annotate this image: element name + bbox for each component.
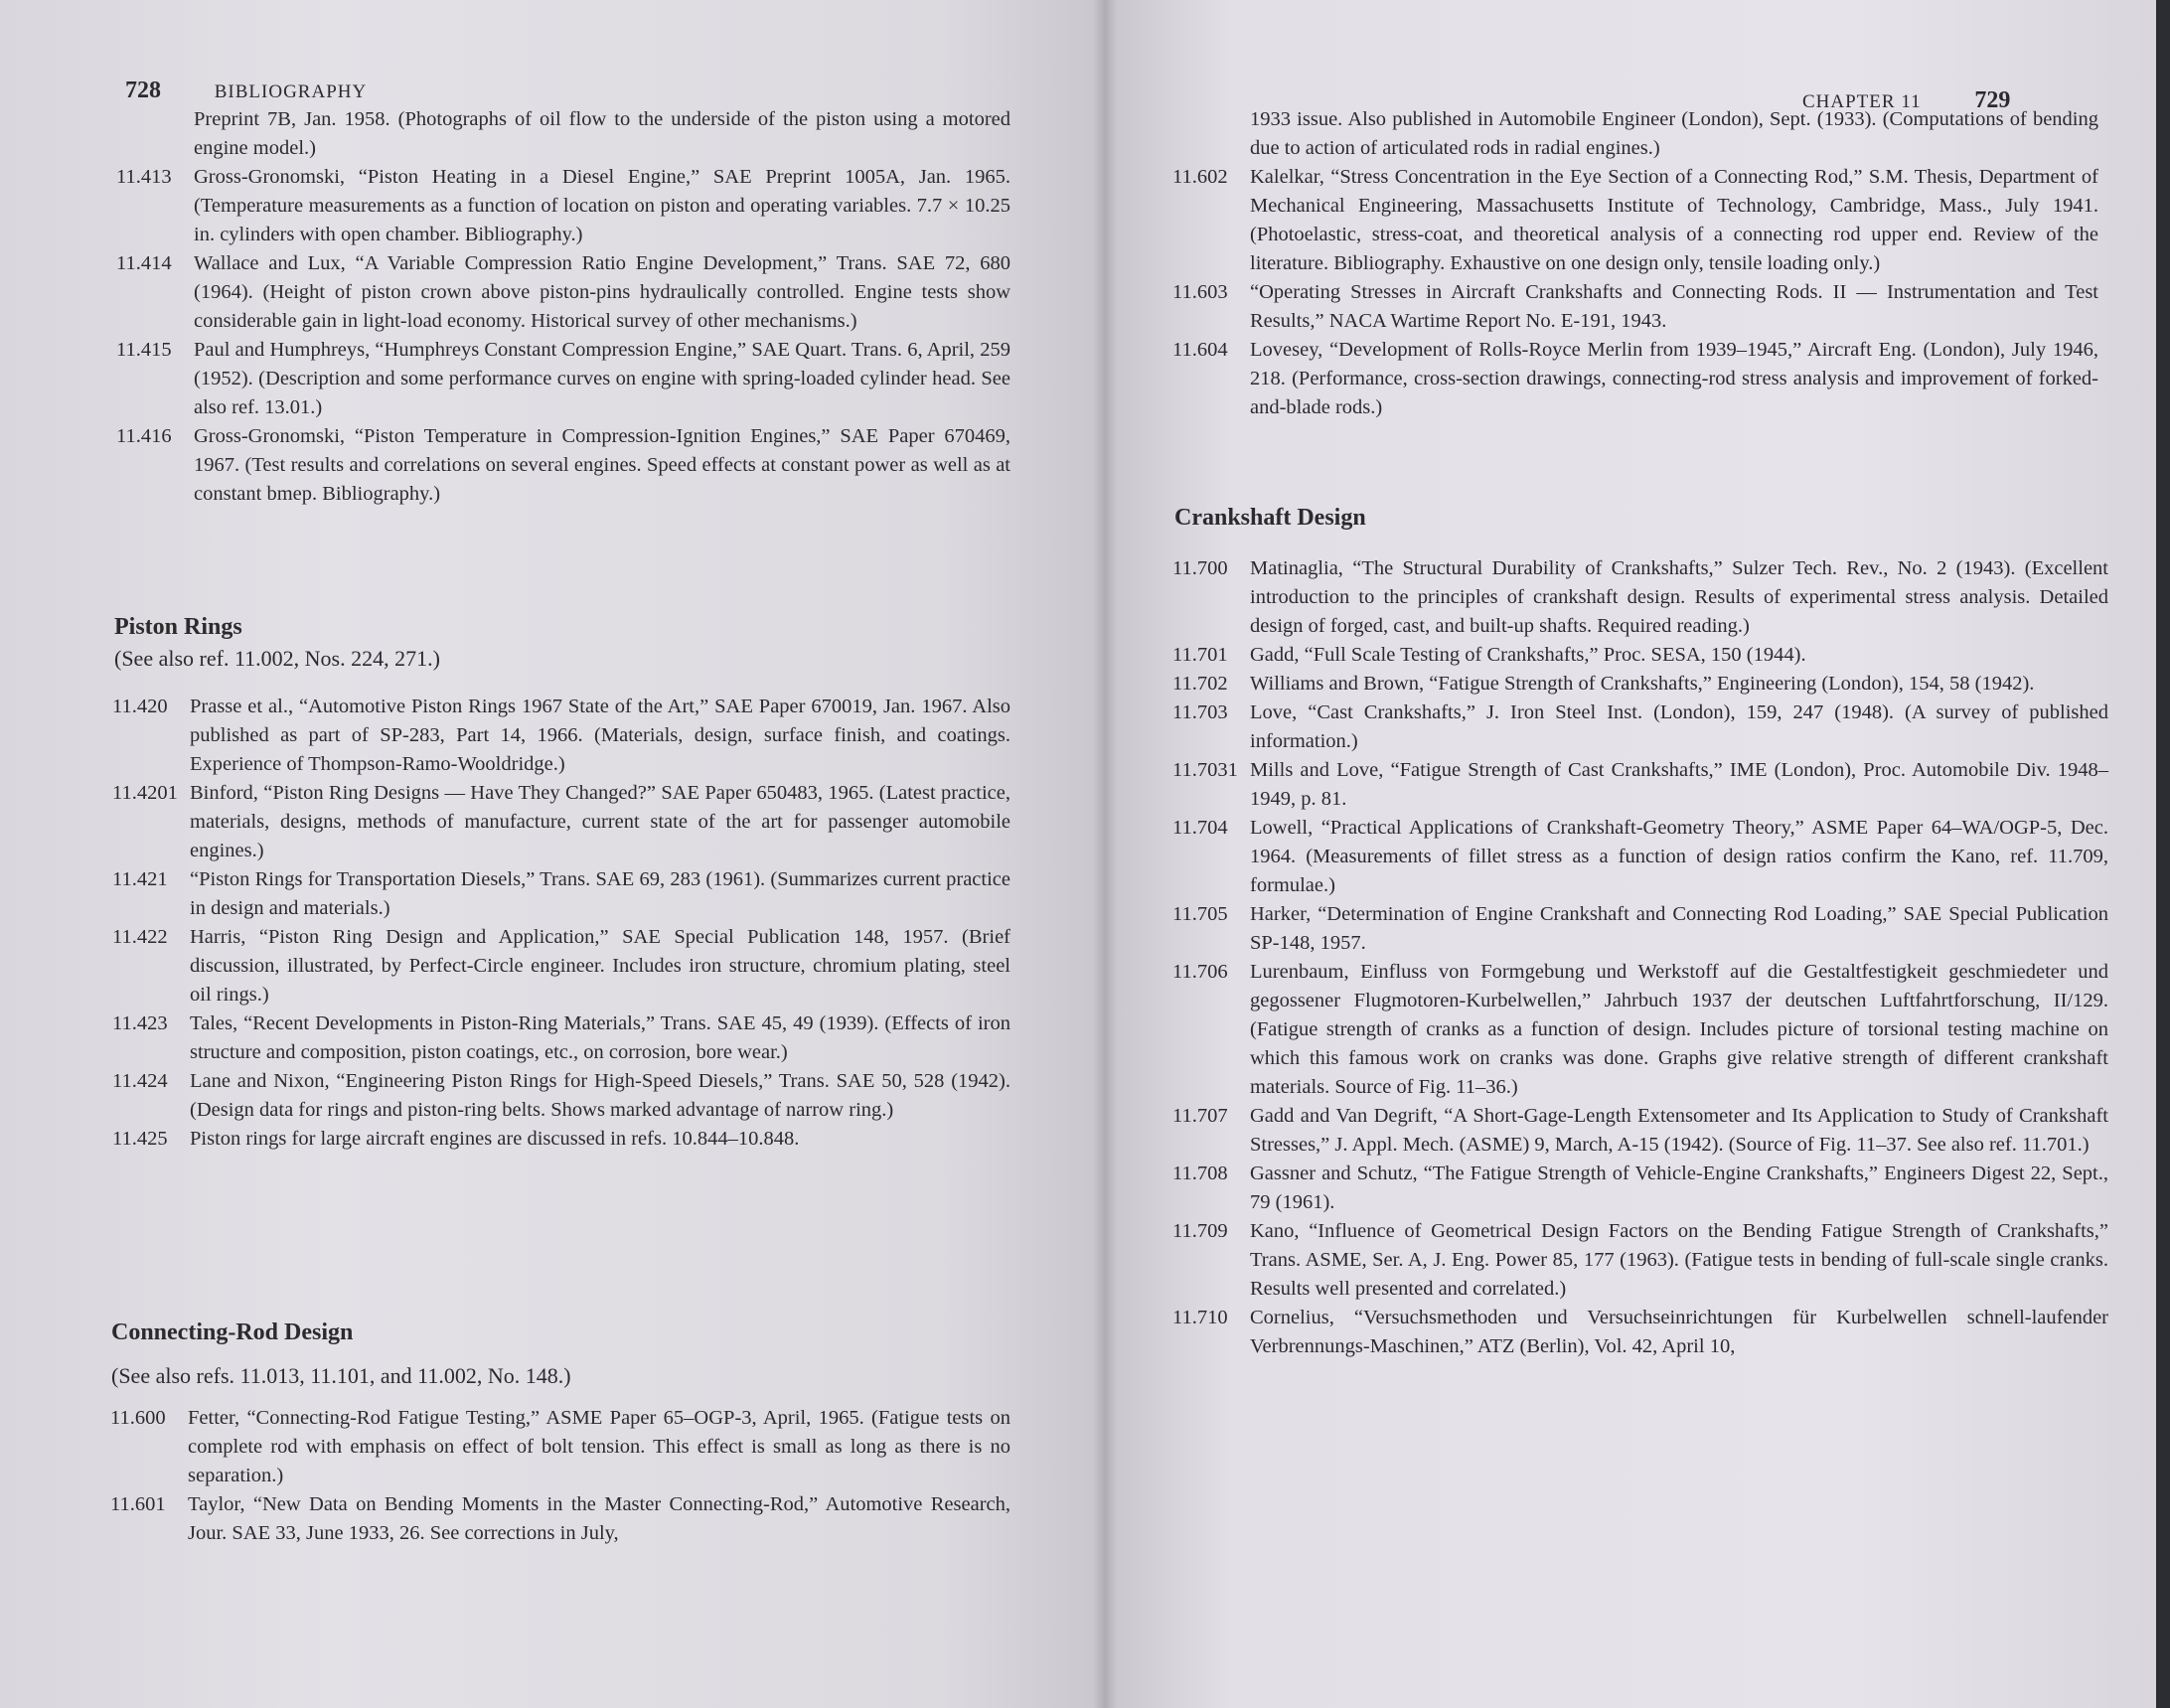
entry-number: 11.420 xyxy=(112,696,168,717)
bibliography-entry xyxy=(116,249,1010,336)
entry-number: 11.415 xyxy=(116,339,172,361)
bibliography-entry xyxy=(112,923,1010,1009)
bibliography-entry xyxy=(1172,163,2098,278)
section-heading-connecting-rod: Connecting-Rod Design xyxy=(111,1320,354,1345)
entry-number: 11.414 xyxy=(116,252,172,274)
bibliography-entry xyxy=(1172,670,2108,699)
bibliography-entry xyxy=(1172,1102,2108,1160)
entry-list xyxy=(112,693,1010,1154)
entry-number: 11.703 xyxy=(1172,701,1228,723)
entry-text: Fetter, “Connecting-Rod Fatigue Testing,” ASME Paper 65–OGP-3, April, 1965. (Fatigue tests on complete rod with emphasis on effect of bolt tension. This effect is small as long as there is no separation.) xyxy=(188,1407,1010,1486)
entry-number: 11.702 xyxy=(1172,673,1228,695)
entry-text: Kalelkar, “Stress Concentration in the Eye Section of a Connecting Rod,” S.M. Thesis, Department of Mechanical Engineering, Massachusetts Institute of Technology, Cambridge, Mass., July 1941. (Photoelastic, stress-coat, and theoretical analysis of a connecting rod upper end. Review of the literature. Bibliography. Exhaustive on one design only, tensile loading only.) xyxy=(1250,166,2098,274)
entry-text: Lovesey, “Development of Rolls-Royce Merlin from 1939–1945,” Aircraft Eng. (London), July 1946, 218. (Performance, cross-section drawings, connecting-rod stress analysis and improvement of forked-and-blade rods.) xyxy=(1250,339,2098,418)
entry-number: 11.602 xyxy=(1172,166,1228,188)
entry-text: Gadd, “Full Scale Testing of Crankshafts,” Proc. SESA, 150 (1944). xyxy=(1250,644,1806,666)
background-edge xyxy=(2156,0,2170,1708)
entry-text: Paul and Humphreys, “Humphreys Constant Compression Engine,” SAE Quart. Trans. 6, April, 259 (1952). (Description and some performance curves on engine with spring-loaded cylinder head. See also ref. 13.01.) xyxy=(194,339,1010,418)
entry-text: Piston rings for large aircraft engines are discussed in refs. 10.844–10.848. xyxy=(190,1128,800,1150)
connecting-rod-entries xyxy=(110,1404,1010,1548)
entry-text: Matinaglia, “The Structural Durability of Crankshafts,” Sulzer Tech. Rev., No. 2 (1943). (Excellent introduction to the principles of crankshaft design. Results of experimental stress analysis. Detailed design of forged, cast, and built-up shafts. Required reading.) xyxy=(1250,557,2108,637)
entry-text: Taylor, “New Data on Bending Moments in the Master Connecting-Rod,” Automotive Research, Jour. SAE 33, June 1933, 26. See corrections in July, xyxy=(188,1493,1010,1544)
entry-text: “Piston Rings for Transportation Diesels,” Trans. SAE 69, 283 (1961). (Summarizes current practice in design and materials.) xyxy=(190,868,1010,919)
bibliography-entry xyxy=(1172,1160,2108,1217)
entry-text: Mills and Love, “Fatigue Strength of Cast Crankshafts,” IME (London), Proc. Automobile Div. 1948–1949, p. 81. xyxy=(1250,759,2108,810)
entry-text: Lowell, “Practical Applications of Crankshaft-Geometry Theory,” ASME Paper 64–WA/OGP-5, Dec. 1964. (Measurements of fillet stress as a function of design ratios confirm the Kano, ref. 11.709, formulae.) xyxy=(1250,817,2108,896)
entry-text: Lurenbaum, Einfluss von Formgebung und Werkstoff auf die Gestaltfestigkeit geschmiedeter und gegossener Flugmotoren-Kurbelwellen,” Jahrbuch 1937 der deutschen Luftfahrtforschung, II/129. (Fatigue strength of cranks as a function of design. Includes picture of torsional testing machine on which this famous work on cranks was done. Graphs give relative strength of different crankshaft materials. Source of Fig. 11–36.) xyxy=(1250,961,2108,1098)
entry-number: 11.422 xyxy=(112,926,168,948)
section-note-piston-rings: (See also ref. 11.002, Nos. 224, 271.) xyxy=(114,646,440,671)
entry-number: 11.705 xyxy=(1172,903,1228,925)
entry-number: 11.416 xyxy=(116,425,172,447)
entry-number: 11.604 xyxy=(1172,339,1228,361)
entry-list xyxy=(1172,554,2108,1361)
section-note-connecting-rod: (See also refs. 11.013, 11.101, and 11.002, No. 148.) xyxy=(111,1363,571,1388)
page-number: 729 xyxy=(1974,87,2011,113)
left-top-block xyxy=(116,105,1010,509)
bibliography-entry xyxy=(112,1125,1010,1154)
bibliography-entry xyxy=(116,163,1010,249)
entry-list xyxy=(116,163,1010,509)
entry-number: 11.710 xyxy=(1172,1307,1228,1328)
continuation-text: Preprint 7B, Jan. 1958. (Photographs of oil flow to the underside of the piston using a motored engine model.) xyxy=(194,108,1010,159)
running-head: BIBLIOGRAPHY xyxy=(214,81,368,102)
entry-text: Cornelius, “Versuchsmethoden und Versuchseinrichtungen für Kurbelwellen schnell-laufender Verbrennungs-Maschinen,” ATZ (Berlin), Vol. 42, April 10, xyxy=(1250,1307,2108,1357)
page-number: 728 xyxy=(125,78,161,103)
bibliography-entry xyxy=(1172,900,2108,958)
bibliography-entry xyxy=(116,422,1010,509)
piston-rings-entries xyxy=(112,693,1010,1154)
entry-text: Harris, “Piston Ring Design and Application,” SAE Special Publication 148, 1957. (Brief discussion, illustrated, by Perfect-Circle engineer. Includes iron structure, chromium plating, steel oil rings.) xyxy=(190,926,1010,1006)
crankshaft-entries xyxy=(1172,554,2108,1361)
section-heading-crankshaft: Crankshaft Design xyxy=(1174,505,1366,531)
entry-text: “Operating Stresses in Aircraft Crankshafts and Connecting Rods. II — Instrumentation and Test Results,” NACA Wartime Report No. E-191, 1943. xyxy=(1250,281,2098,332)
entry-text: Gross-Gronomski, “Piston Heating in a Diesel Engine,” SAE Preprint 1005A, Jan. 1965. (Temperature measurements as a function of location on piston and operating variables. 7.7 × 10.25 in. cylinders with open chamber. Bibliography.) xyxy=(194,166,1010,245)
bibliography-entry xyxy=(110,1490,1010,1548)
left-page-header xyxy=(125,78,367,104)
entry-number: 11.4201 xyxy=(112,782,178,804)
entry-number: 11.706 xyxy=(1172,961,1228,983)
bibliography-entry xyxy=(1172,814,2108,900)
entry-number: 11.707 xyxy=(1172,1105,1228,1127)
bibliography-entry xyxy=(1172,278,2098,336)
bibliography-entry xyxy=(1172,641,2108,670)
bibliography-entry xyxy=(112,1067,1010,1125)
entry-number: 11.413 xyxy=(116,166,172,188)
entry-number: 11.424 xyxy=(112,1070,168,1092)
entry-text: Love, “Cast Crankshafts,” J. Iron Steel Inst. (London), 159, 247 (1948). (A survey of published information.) xyxy=(1250,701,2108,752)
entry-number: 11.708 xyxy=(1172,1163,1228,1184)
entry-text: Kano, “Influence of Geometrical Design Factors on the Bending Fatigue Strength of Crankshafts,” Trans. ASME, Ser. A, J. Eng. Power 85, 177 (1963). (Fatigue tests in bending of full-scale single cranks. Results well presented and correlated.) xyxy=(1250,1220,2108,1300)
entry-number: 11.421 xyxy=(112,868,168,890)
entry-text: Wallace and Lux, “A Variable Compression Ratio Engine Development,” Trans. SAE 72, 680 (1964). (Height of piston crown above piston-pins hydraulically controlled. Engine tests show considerable gain in light-load economy. Historical survey of other mechanisms.) xyxy=(194,252,1010,332)
bibliography-entry xyxy=(112,1009,1010,1067)
entry-text: Harker, “Determination of Engine Crankshaft and Connecting Rod Loading,” SAE Special Publication SP-148, 1957. xyxy=(1250,903,2108,954)
right-top-block xyxy=(1172,105,2098,422)
book-gutter xyxy=(1093,0,1117,1708)
entry-number: 11.704 xyxy=(1172,817,1228,839)
bibliography-entry xyxy=(1172,958,2108,1102)
bibliography-entry xyxy=(112,693,1010,779)
bibliography-entry xyxy=(116,336,1010,422)
continuation-text: 1933 issue. Also published in Automobile Engineer (London), Sept. (1933). (Computations of bending due to action of articulated rods in radial engines.) xyxy=(1250,108,2098,159)
entry-list xyxy=(110,1404,1010,1548)
right-page xyxy=(1105,0,2170,1708)
entry-number: 11.701 xyxy=(1172,644,1228,666)
running-head: CHAPTER 11 xyxy=(1802,91,1922,112)
entry-number: 11.601 xyxy=(110,1493,166,1515)
entry-number: 11.600 xyxy=(110,1407,166,1429)
bibliography-entry xyxy=(112,779,1010,865)
bibliography-entry xyxy=(1172,1217,2108,1304)
entry-text: Gross-Gronomski, “Piston Temperature in Compression-Ignition Engines,” SAE Paper 670469, 1967. (Test results and correlations on several engines. Speed effects at constant power as well as at constant bmep. Bibliography.) xyxy=(194,425,1010,505)
entry-text: Binford, “Piston Ring Designs — Have They Changed?” SAE Paper 650483, 1965. (Latest practice, materials, designs, methods of manufacture, current state of the art for passenger automobile engines.) xyxy=(190,782,1010,861)
bibliography-entry xyxy=(110,1404,1010,1490)
bibliography-entry xyxy=(1172,699,2108,756)
bibliography-entry xyxy=(1172,1304,2108,1361)
entry-number: 11.425 xyxy=(112,1128,168,1150)
entry-text: Lane and Nixon, “Engineering Piston Rings for High-Speed Diesels,” Trans. SAE 50, 528 (1942). (Design data for rings and piston-ring belts. Shows marked advantage of narrow ring.) xyxy=(190,1070,1010,1121)
bibliography-entry xyxy=(1172,336,2098,422)
entry-number: 11.603 xyxy=(1172,281,1228,303)
entry-text: Tales, “Recent Developments in Piston-Ring Materials,” Trans. SAE 45, 49 (1939). (Effects of iron structure and composition, piston coatings, etc., on corrosion, bore wear.) xyxy=(190,1012,1010,1063)
entry-text: Gassner and Schutz, “The Fatigue Strength of Vehicle-Engine Crankshafts,” Engineers Digest 22, Sept., 79 (1961). xyxy=(1250,1163,2108,1213)
bibliography-entry xyxy=(1172,554,2108,641)
entry-number: 11.7031 xyxy=(1172,759,1238,781)
entry-text: Williams and Brown, “Fatigue Strength of Crankshafts,” Engineering (London), 154, 58 (1942). xyxy=(1250,673,2035,695)
entry-text: Prasse et al., “Automotive Piston Rings 1967 State of the Art,” SAE Paper 670019, Jan. 1967. Also published as part of SP-283, Part 14, 1966. (Materials, design, surface finish, and coatings. Experience of Thompson-Ramo-Wooldridge.) xyxy=(190,696,1010,775)
entry-number: 11.423 xyxy=(112,1012,168,1034)
entry-text: Gadd and Van Degrift, “A Short-Gage-Length Extensometer and Its Application to Study of Crankshaft Stresses,” J. Appl. Mech. (ASME) 9, March, A-15 (1942). (Source of Fig. 11–37. See also ref. 11.701.) xyxy=(1250,1105,2108,1156)
section-heading-piston-rings: Piston Rings xyxy=(114,614,242,640)
bibliography-entry xyxy=(112,865,1010,923)
entry-number: 11.709 xyxy=(1172,1220,1228,1242)
entry-number: 11.700 xyxy=(1172,557,1228,579)
bibliography-entry xyxy=(1172,756,2108,814)
entry-list xyxy=(1172,163,2098,422)
